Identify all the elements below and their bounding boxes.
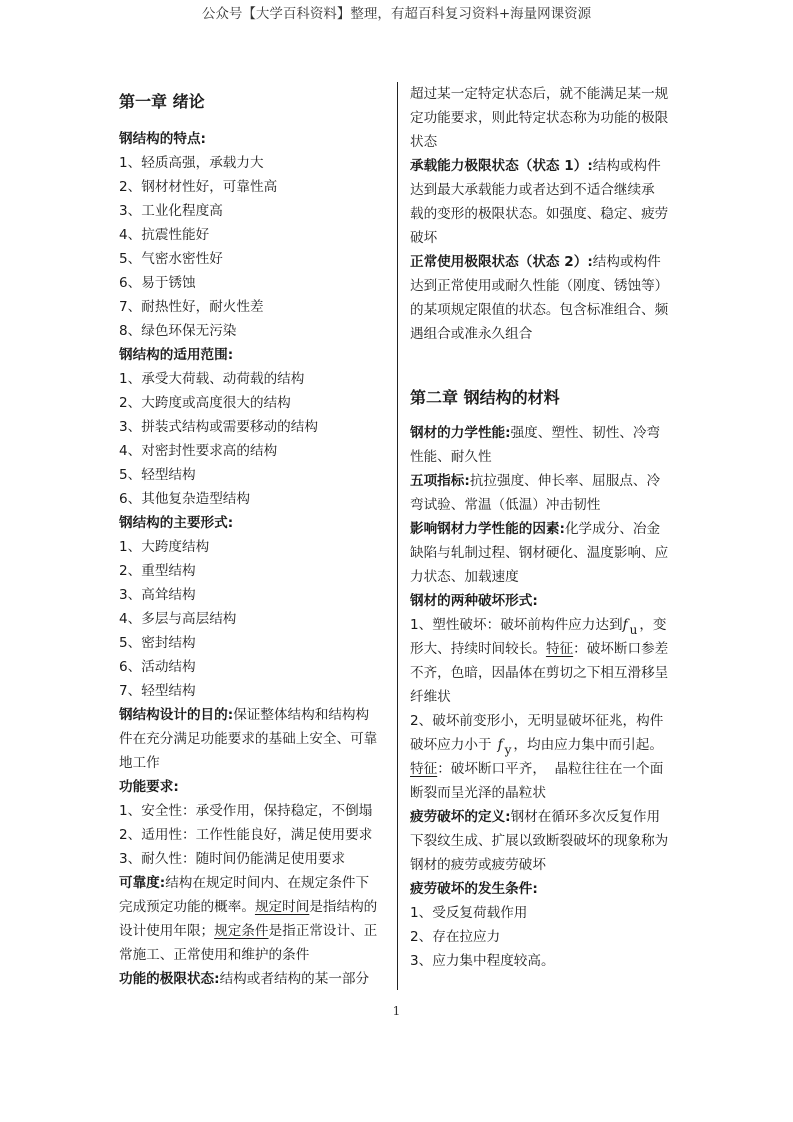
list-item: 4、抗震性能好: [119, 227, 210, 243]
paragraph-text: 纤维状: [410, 689, 451, 705]
mechanical-properties-term: 钢材的力学性能:: [410, 425, 511, 441]
paragraph-text: 结构在规定时间内、在规定条件下: [165, 875, 370, 891]
formula-symbol: f: [622, 617, 628, 633]
forms-heading: 钢结构的主要形式:: [119, 515, 234, 531]
list-item: 2、钢材材性好，可靠性高: [119, 179, 278, 195]
underlined-term: 特征: [545, 641, 574, 657]
limit-state-continued: [410, 82, 678, 154]
list-item: 5、轻型结构: [119, 467, 196, 483]
fatigue-conditions-list: [410, 901, 678, 973]
fatigue-conditions-heading: 疲劳破坏的发生条件:: [410, 881, 538, 897]
paragraph-text: 完成预定功能的概率。: [119, 899, 255, 915]
reliability-paragraph: [119, 871, 387, 967]
list-item: 3、拼装式结构或需要移动的结构: [119, 419, 318, 435]
serviceability-limit-paragraph: [410, 250, 678, 346]
paragraph-text: 的某项规定限值的状态。包含标准组合、频: [410, 302, 669, 318]
list-item: 6、易于锈蚀: [119, 275, 196, 291]
page-header: 公众号【大学百科资料】整理，有超百科复习资料+海量网课资源: [201, 6, 592, 22]
paragraph-text: 钢材在循环多次反复作用: [510, 809, 661, 825]
paragraph-text: 常施工、正常使用和维护的条件: [119, 947, 310, 963]
requirements-heading: 功能要求:: [119, 779, 179, 795]
formula-symbol: f: [497, 737, 503, 753]
list-item: 3、耐久性：随时间仍能满足使用要求: [119, 851, 346, 867]
paragraph-text: ，变: [639, 617, 667, 633]
list-item: 5、密封结构: [119, 635, 196, 651]
list-item: 4、对密封性要求高的结构: [119, 443, 278, 459]
scope-heading: 钢结构的适用范围:: [119, 347, 234, 363]
limit-state-term: 功能的极限状态:: [119, 971, 220, 987]
list-item: 2、适用性：工作性能良好，满足使用要求: [119, 827, 373, 843]
right-column: [410, 82, 678, 973]
paragraph-text: 达到最大承载能力或者达到不适合继续承: [410, 182, 655, 198]
list-item: 2、重型结构: [119, 563, 196, 579]
paragraph-text: 达到正常使用或耐久性能（刚度、锈蚀等）: [410, 278, 669, 294]
list-item: 3、高耸结构: [119, 587, 196, 603]
underlined-term: 规定时间: [254, 899, 310, 915]
paragraph-text: 形大、持续时间较长。: [410, 641, 546, 657]
paragraph-text: 钢材的疲劳或疲劳破坏: [410, 857, 546, 873]
chapter-1-title: 第一章 绪论: [119, 92, 205, 111]
formula-subscript: u: [629, 623, 638, 637]
paragraph-text: 件在充分满足功能要求的基础上安全、可靠: [119, 731, 378, 747]
features-heading: 钢结构的特点:: [119, 131, 206, 147]
list-item: 1、受反复荷载作用: [410, 905, 528, 921]
paragraph-text: 状态: [410, 134, 438, 150]
design-purpose-term: 钢结构设计的目的:: [119, 707, 234, 723]
paragraph-text: 1、塑性破坏：破坏前构件应力达到: [410, 617, 623, 633]
requirements-list: [119, 799, 387, 871]
list-item: 8、绿色环保无污染: [119, 323, 237, 339]
underlined-term: 特征: [410, 761, 438, 777]
paragraph-text: 是指结构的: [309, 899, 378, 915]
list-item: 1、大跨度结构: [119, 539, 210, 555]
page-number: 1: [392, 1004, 401, 1018]
paragraph-text: 设计使用年限；: [119, 923, 215, 939]
list-item: 2、存在拉应力: [410, 929, 501, 945]
features-list: [119, 151, 387, 343]
list-item: 1、轻质高强，承载力大: [119, 155, 264, 171]
list-item: 7、轻型结构: [119, 683, 196, 699]
influencing-factors-paragraph: [410, 517, 678, 589]
paragraph-text: ：破坏断口平齐， 晶粒往往在一个面: [437, 761, 664, 777]
paragraph-text: 下裂纹生成、扩展以致断裂破坏的现象称为: [410, 833, 669, 849]
five-indicators-paragraph: [410, 469, 678, 517]
forms-list: [119, 535, 387, 703]
paragraph-text: 结构或构件: [592, 158, 661, 174]
list-item: 4、多层与高层结构: [119, 611, 237, 627]
list-item: 5、气密水密性好: [119, 251, 223, 267]
list-item: 1、安全性：承受作用，保持稳定，不倒塌: [119, 803, 373, 819]
scope-list: [119, 367, 387, 511]
list-item: 1、承受大荷载、动荷载的结构: [119, 371, 305, 387]
paragraph-text: ，均由应力集中而引起。: [513, 737, 663, 753]
left-column: [119, 82, 387, 991]
paragraph-text: 破坏应力小于: [410, 737, 492, 753]
list-item: 3、应力集中程度较高。: [410, 953, 555, 969]
paragraph-text: 遇组合或准永久组合: [410, 326, 533, 342]
failure-forms-body: [410, 613, 678, 805]
paragraph-text: 2、破坏前变形小，无明显破坏征兆，构件: [410, 713, 664, 729]
list-item: 6、其他复杂造型结构: [119, 491, 250, 507]
underlined-term: 规定条件: [214, 923, 269, 939]
five-indicators-term: 五项指标:: [410, 473, 470, 489]
paragraph-text: 定功能要求，则此特定状态称为功能的极限: [410, 110, 669, 126]
fatigue-definition-paragraph: [410, 805, 678, 877]
list-item: 2、大跨度或高度很大的结构: [119, 395, 291, 411]
paragraph-text: 地工作: [119, 755, 160, 771]
failure-forms-heading: 钢材的两种破坏形式:: [410, 593, 538, 609]
ultimate-limit-paragraph: [410, 154, 678, 250]
paragraph-text: 化学成分、冶金: [564, 521, 661, 537]
paragraph-text: 缺陷与轧制过程、钢材硬化、温度影响、应: [410, 545, 669, 561]
paragraph-text: 破坏: [410, 230, 438, 246]
list-item: 7、耐热性好，耐火性差: [119, 299, 264, 315]
mechanical-properties-paragraph: [410, 421, 678, 469]
paragraph-text: ：破坏断口参差: [573, 641, 669, 657]
paragraph-text: 不齐，色暗，因晶体在剪切之下相互滑移呈: [410, 665, 669, 681]
paragraph-text: 是指正常设计、正: [268, 923, 378, 939]
reliability-term: 可靠度:: [119, 875, 166, 891]
chapter-2-title: 第二章 钢结构的材料: [410, 388, 560, 407]
formula-subscript: y: [504, 743, 512, 757]
paragraph-text: 结构或者结构的某一部分: [219, 971, 370, 987]
list-item: 3、工业化程度高: [119, 203, 223, 219]
design-purpose-paragraph: [119, 703, 387, 775]
paragraph-text: 抗拉强度、伸长率、屈服点、冷: [469, 473, 661, 489]
paragraph-text: 载的变形的极限状态。如强度、稳定、疲劳: [410, 206, 669, 222]
influencing-factors-term: 影响钢材力学性能的因素:: [410, 521, 565, 537]
fatigue-definition-term: 疲劳破坏的定义:: [410, 809, 511, 825]
paragraph-text: 强度、塑性、韧性、冷弯: [510, 425, 661, 441]
paragraph-text: 结构或构件: [592, 254, 661, 270]
ultimate-limit-term: 承载能力极限状态（状态 1）:: [410, 158, 593, 174]
paragraph-text: 力状态、加载速度: [410, 569, 519, 585]
paragraph-text: 断裂而呈光泽的晶粒状: [410, 785, 546, 801]
column-divider: [397, 82, 398, 990]
paragraph-text: 性能、耐久性: [410, 449, 492, 465]
paragraph-text: 超过某一定特定状态后，就不能满足某一规: [410, 86, 669, 102]
list-item: 6、活动结构: [119, 659, 196, 675]
serviceability-limit-term: 正常使用极限状态（状态 2）:: [410, 254, 593, 270]
paragraph-text: 保证整体结构和结构构: [233, 707, 370, 723]
paragraph-text: 弯试验、常温（低温）冲击韧性: [410, 497, 601, 513]
